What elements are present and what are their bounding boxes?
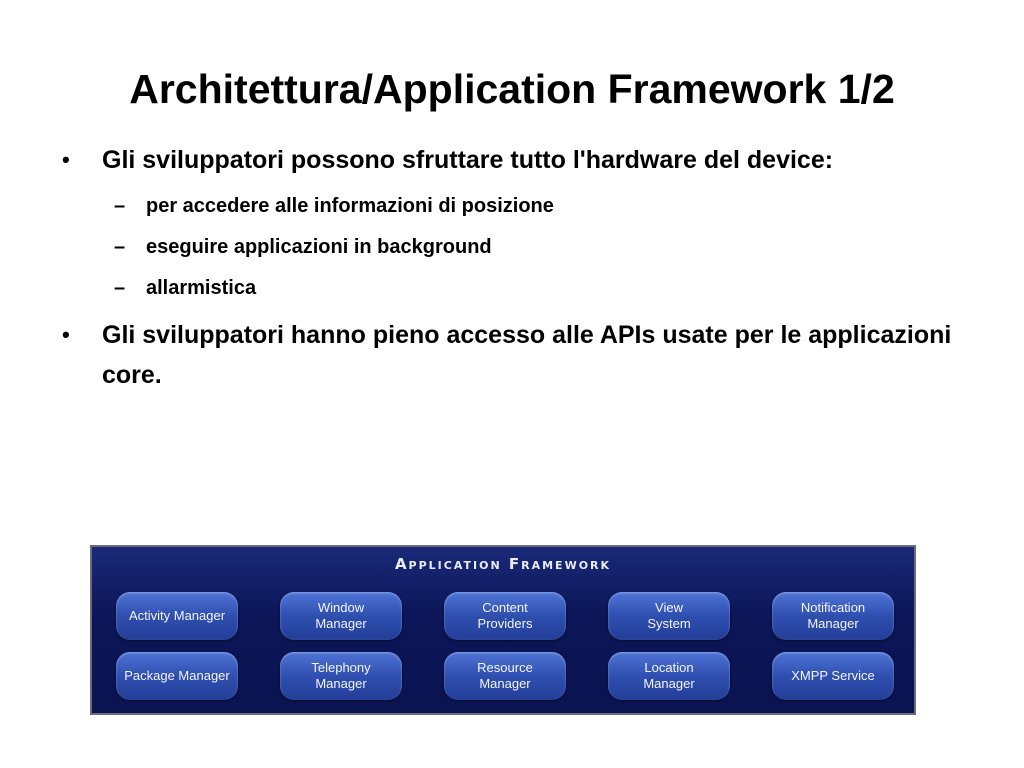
bullet-list bbox=[60, 140, 960, 395]
component-xmpp-service: XMPP Service bbox=[772, 652, 894, 700]
bullet-item bbox=[60, 140, 960, 180]
component-activity-manager: Activity Manager bbox=[116, 592, 238, 640]
application-framework-diagram bbox=[90, 545, 916, 715]
component-package-manager: Package Manager bbox=[116, 652, 238, 700]
sub-bullet-marker: – bbox=[114, 277, 126, 299]
component-notification-manager: Notification Manager bbox=[772, 592, 894, 640]
component-resource-manager: Resource Manager bbox=[444, 652, 566, 700]
sub-bullet-text: allarmistica bbox=[146, 277, 257, 299]
slide-title: Architettura/Application Framework 1/2 bbox=[129, 66, 895, 112]
component-view-system: View System bbox=[608, 592, 730, 640]
component-content-providers: Content Providers bbox=[444, 592, 566, 640]
sub-bullet-text: eseguire applicazioni in background bbox=[146, 236, 492, 258]
sub-bullet-item bbox=[60, 186, 960, 227]
bullet-text: Gli sviluppatori hanno pieno accesso alle APIs usate per le applicazioni core. bbox=[102, 321, 952, 389]
bullet-marker: • bbox=[62, 147, 70, 172]
bullet-text: Gli sviluppatori possono sfruttare tutto l'hardware del device: bbox=[102, 146, 834, 174]
sub-bullet-text: per accedere alle informazioni di posizione bbox=[146, 195, 554, 217]
bullet-item bbox=[60, 315, 960, 395]
bullet-marker: • bbox=[62, 322, 70, 347]
diagram-title: Application Framework bbox=[394, 555, 612, 573]
sub-bullet-list bbox=[60, 186, 960, 309]
sub-bullet-marker: – bbox=[114, 236, 126, 258]
sub-bullet-item bbox=[60, 227, 960, 268]
component-location-manager: Location Manager bbox=[608, 652, 730, 700]
component-grid bbox=[116, 592, 894, 700]
component-telephony-manager: Telephony Manager bbox=[280, 652, 402, 700]
component-window-manager: Window Manager bbox=[280, 592, 402, 640]
sub-bullet-item bbox=[60, 268, 960, 309]
sub-bullet-marker: – bbox=[114, 195, 126, 217]
